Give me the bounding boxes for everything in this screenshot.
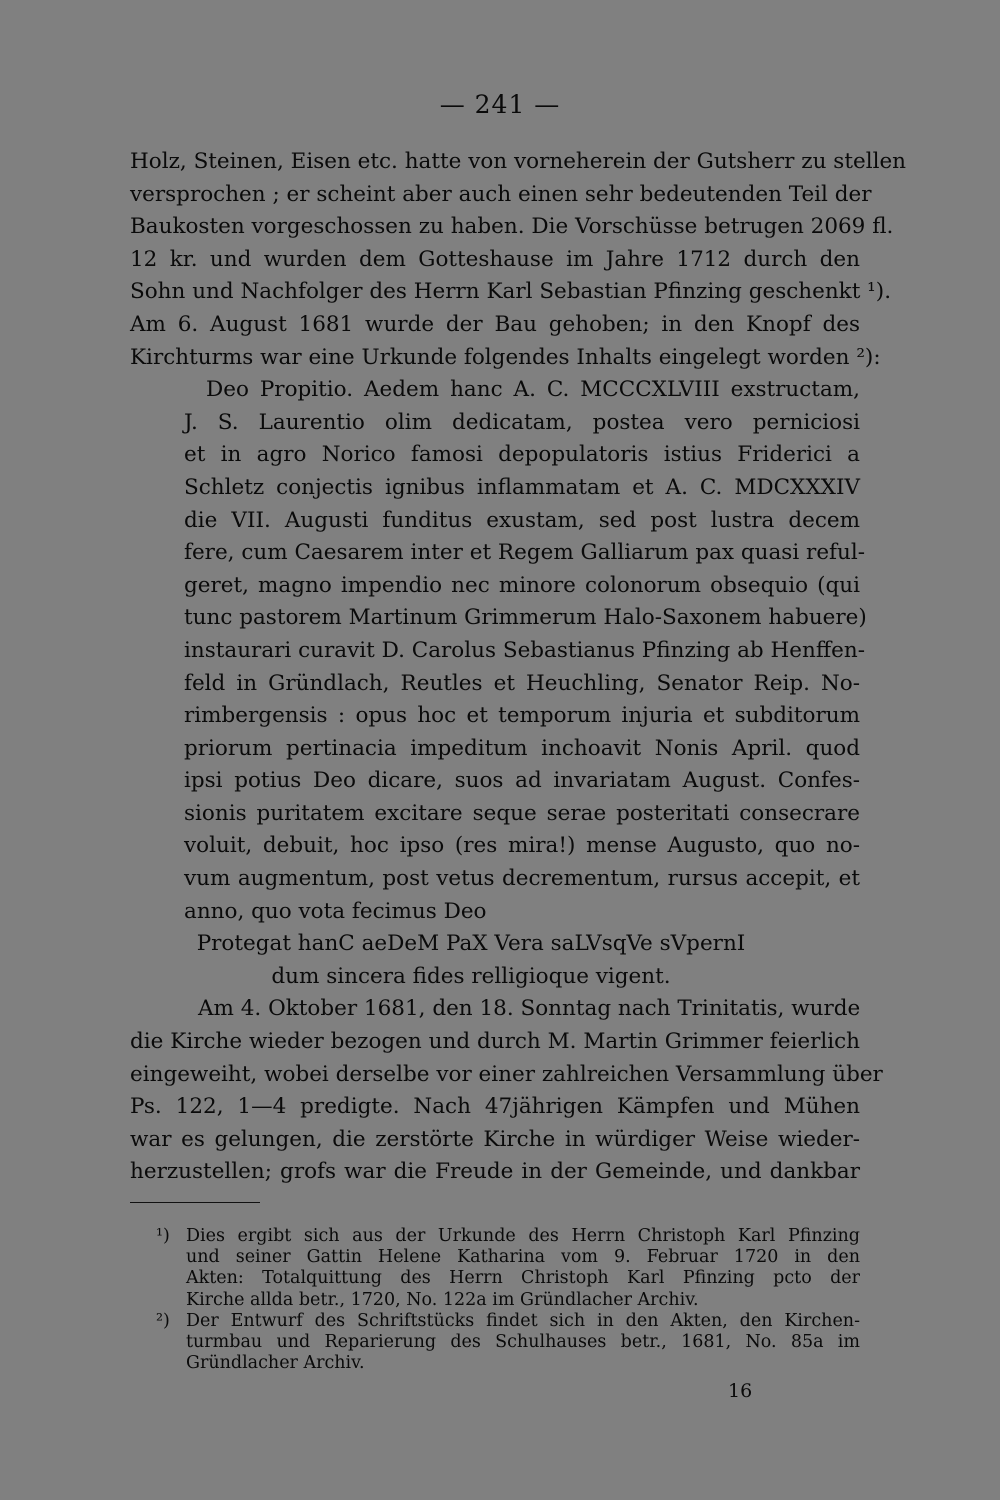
quote-line: ipsi potius Deo dicare, suos ad invariatam August. Confes- [184,768,860,794]
text-line: 12 kr. und wurden dem Gotteshause im Jahre 1712 durch den [130,246,860,272]
quote-line: tunc pastorem Martinum Grimmerum Halo-Saxonem habuere) [184,605,867,631]
footnote-line: Der Entwurf des Schriftstücks findet sich in den Akten, den Kirchen- [186,1310,860,1331]
quote-line: geret, magno impendio nec minore colonorum obsequio (qui [184,572,860,598]
chronogram-inscription [130,928,860,993]
quote-line: die VII. Augusti funditus exustam, sed post lustra decem [184,507,860,533]
quote-line: instaurari curavit D. Carolus Sebastianus Pfinzing ab Henffen- [184,637,865,663]
text-line: eingeweiht, wobei derselbe vor einer zahlreichen Versammlung über [130,1061,883,1087]
footnote-1 [130,1226,860,1311]
footnote-mark: ¹) [156,1226,170,1246]
quote-line: Deo Propitio. Aedem hanc A. C. MCCCXLVIII exstructam, [206,377,860,403]
text-line: Sohn und Nachfolger des Herrn Karl Sebastian Pfinzing geschenkt ¹). [130,279,892,305]
footnote-2 [130,1311,860,1375]
page-number: — 241 — [439,90,561,119]
quote-line: priorum pertinacia impeditum inchoavit Nonis April. quod [184,735,860,761]
footnote-line: Akten: Totalquittung des Herrn Christoph Karl Pfinzing pcto der [186,1268,860,1289]
quote-line: rimbergensis : opus hoc et temporum injuria et subditorum [184,703,860,729]
quote-line: J. S. Laurentio olim dedicatam, postea vero perniciosi [184,409,860,435]
quote-line: sionis puritatem excitare seque serae posteritati consecrare [184,800,860,826]
inscription-line: dum sincera fides relligioque vigent. [271,963,671,989]
text-line: war es gelungen, die zerstörte Kirche in würdiger Weise wieder- [130,1126,860,1152]
text-line: Holz, Steinen, Eisen etc. hatte von vorneherein der Gutsherr zu stellen [130,149,907,174]
inscription-line: Protegat hanC aeDeM PaX Vera saLVsqVe sVpernI [196,931,746,957]
text-line: Kirchturms war eine Urkunde folgendes Inhalts eingelegt worden ²): [130,344,881,370]
quote-line: voluit, debuit, hoc ipso (res mira!) mense Augusto, quo no- [184,833,860,859]
quote-line: vum augmentum, post vetus decrementum, rursus accepit, et [184,866,860,892]
body-text [130,146,907,1189]
sheet-signature-number: 16 [728,1380,753,1402]
footnote-line: und seiner Gattin Helene Katharina vom 9. Februar 1720 in den [186,1247,860,1268]
quote-line: fere, cum Caesarem inter et Regem Galliarum pax quasi reful- [184,540,865,566]
paragraph-intro [130,146,907,374]
footnotes [130,1226,860,1374]
latin-document-quote [130,374,867,928]
footnote-line: turmbau und Reparierung des Schulhauses betr., 1681, No. 85a im [186,1332,860,1353]
footnote-line: Kirche allda betr., 1720, No. 122a im Gründlacher Archiv. [186,1289,699,1310]
paragraph-consecration [130,993,883,1189]
text-line: herzustellen; grofs war die Freude in der Gemeinde, und dankbar [130,1159,860,1185]
footnote-line: Dies ergibt sich aus der Urkunde des Herrn Christoph Karl Pfinzing [186,1226,860,1246]
quote-line: anno, quo vota fecimus Deo [184,898,487,924]
text-line: Ps. 122, 1—4 predigte. Nach 47jährigen Kämpfen und Mühen [130,1094,860,1120]
footnote-divider [130,1202,260,1203]
quote-line: feld in Gründlach, Reutles et Heuchling, Senator Reip. No- [184,670,860,696]
quote-line: Schletz conjectis ignibus inflammatam et A. C. MDCXXXIV [184,474,860,500]
text-line: Am 4. Oktober 1681, den 18. Sonntag nach Trinitatis, wurde [198,996,861,1022]
text-line: die Kirche wieder bezogen und durch M. Martin Grimmer feierlich [130,1029,860,1055]
text-line: Baukosten vorgeschossen zu haben. Die Vorschüsse betrugen 2069 fl. [130,214,894,240]
text-line: versprochen ; er scheint aber auch einen sehr bedeutenden Teil der [130,181,872,207]
footnote-mark: ²) [156,1310,170,1331]
text-line: Am 6. August 1681 wurde der Bau gehoben; in den Knopf des [130,311,860,337]
quote-line: et in agro Norico famosi depopulatoris istius Friderici a [184,442,860,468]
footnote-line: Gründlacher Archiv. [186,1353,365,1374]
